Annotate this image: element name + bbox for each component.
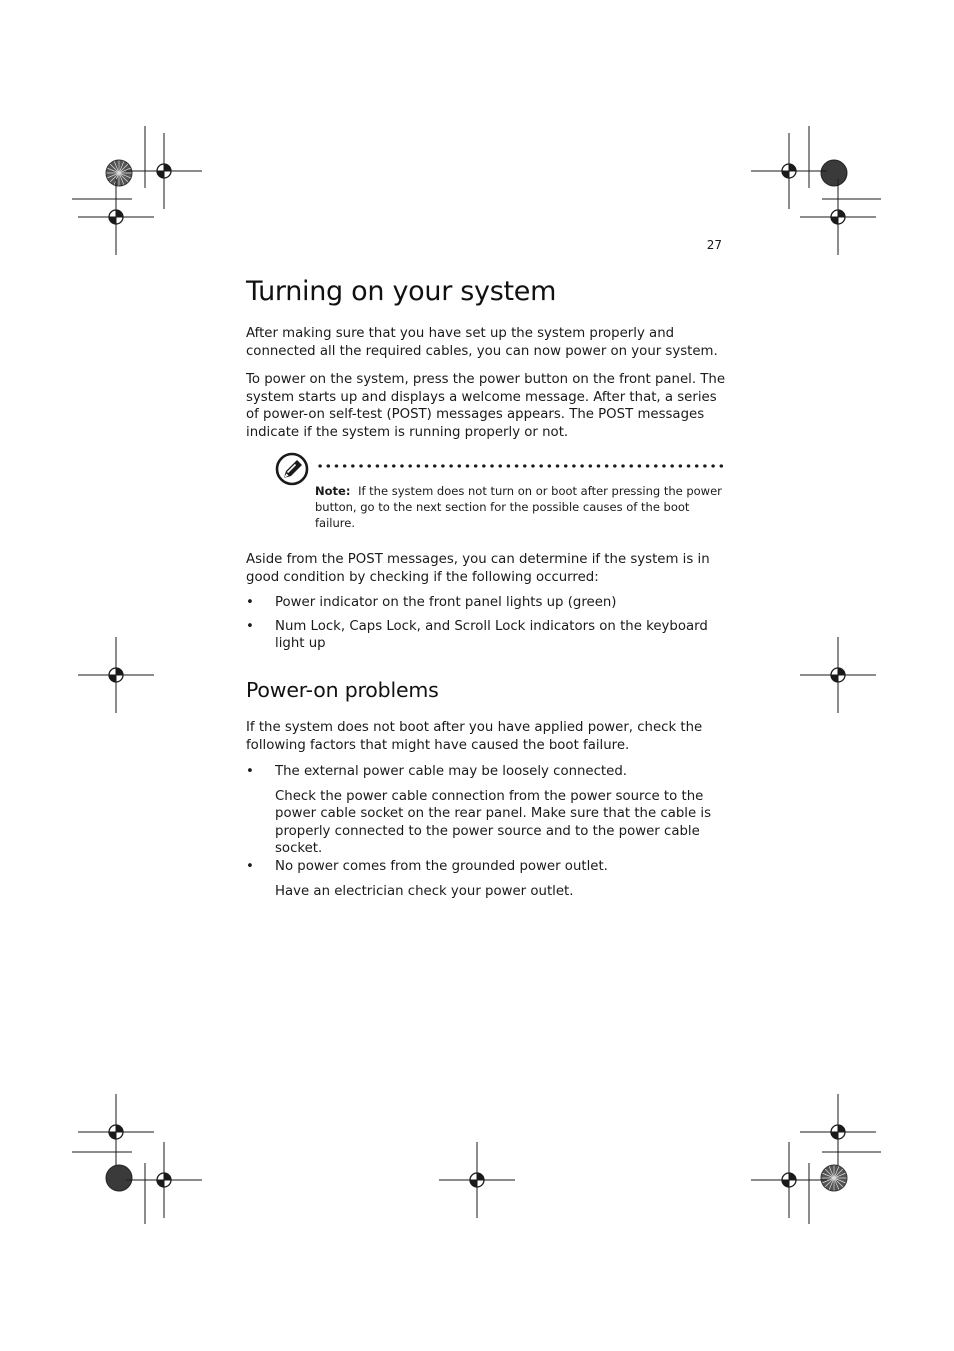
check-list xyxy=(246,594,726,653)
registration-mark-icon xyxy=(800,637,876,713)
bullet-icon: • xyxy=(246,858,254,874)
page-number: 27 xyxy=(706,238,722,252)
registration-mark-icon xyxy=(126,133,202,209)
problem-cause: No power comes from the grounded power outlet. xyxy=(275,858,608,874)
bullet-icon: • xyxy=(246,595,254,610)
registration-mark-icon xyxy=(800,179,876,255)
list-item-text: Power indicator on the front panel lights up (green) xyxy=(275,595,617,610)
note-body: If the system does not turn on or boot after pressing the power button, go to the next section for the possible causes of the boot failure. xyxy=(315,484,722,530)
registration-mark-icon xyxy=(78,179,154,255)
problems-intro-paragraph: If the system does not boot after you have applied power, check the following factors that might have caused the boot failure. xyxy=(246,720,703,753)
registration-mark-icon xyxy=(78,637,154,713)
registration-mark-icon xyxy=(800,1094,876,1170)
note-pen-icon xyxy=(275,452,309,486)
list-item xyxy=(246,858,726,876)
intro-paragraph: After making sure that you have set up the system properly and connected all the required cables, you can now power on your system. xyxy=(246,326,718,359)
list-item xyxy=(246,618,726,653)
registration-mark-icon xyxy=(126,1142,202,1218)
star-target-icon xyxy=(106,160,132,186)
power-on-paragraph: To power on the system, press the power button on the front panel. The system starts up and displays a welcome message. After that, a series of power-on self-test (POST) messages appears. The POST messages indicate if the system is running properly or not. xyxy=(246,372,726,440)
note-text xyxy=(315,483,725,531)
bullet-icon: • xyxy=(246,618,254,634)
note-divider xyxy=(316,464,724,468)
problem-cause: The external power cable may be loosely connected. xyxy=(275,764,627,779)
registration-mark-icon xyxy=(78,1094,154,1170)
problem-remedy: Have an electrician check your power outlet. xyxy=(275,883,574,899)
aside-paragraph: Aside from the POST messages, you can determine if the system is in good condition by checking if the following occurred: xyxy=(246,552,710,585)
list-item xyxy=(246,594,726,612)
section-heading: Power-on problems xyxy=(246,678,439,702)
dark-target-icon xyxy=(821,160,847,186)
page-title: Turning on your system xyxy=(246,276,557,307)
problem-remedy: Check the power cable connection from the power source to the power cable socket on the rear panel. Make sure that the cable is properly connected to the power source and to the power cable socket. xyxy=(275,788,712,857)
bullet-icon: • xyxy=(246,764,254,779)
dark-target-icon xyxy=(106,1165,132,1191)
problem-list xyxy=(246,763,726,900)
registration-mark-icon xyxy=(751,133,827,209)
registration-mark-icon xyxy=(439,1142,515,1218)
list-item-text: Num Lock, Caps Lock, and Scroll Lock indicators on the keyboard light up xyxy=(275,618,708,652)
star-target-icon xyxy=(821,1165,847,1191)
list-item xyxy=(246,763,726,781)
note-label: Note: xyxy=(315,484,351,498)
registration-mark-icon xyxy=(751,1142,827,1218)
